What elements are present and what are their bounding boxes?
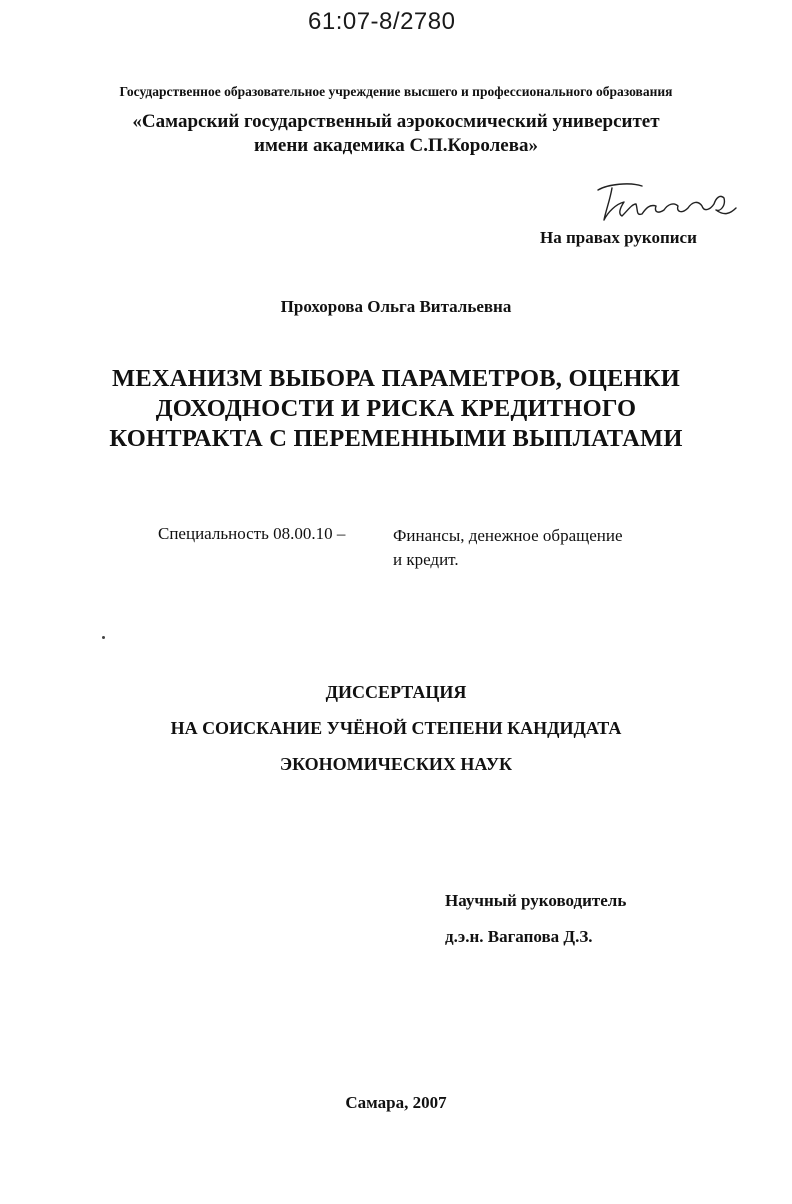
university-name [0,110,792,158]
dissertation-heading [0,674,792,782]
dissertation-line-1: ДИССЕРТАЦИЯ [325,682,467,702]
dissertation-line-3: ЭКОНОМИЧЕСКИХ НАУК [279,754,513,774]
dissertation-line-2: НА СОИСКАНИЕ УЧЁНОЙ СТЕПЕНИ КАНДИДАТА [170,718,622,738]
dissertation-title [0,364,792,454]
specialty-description [393,524,623,572]
supervisor-label: Научный руководитель [445,891,627,910]
university-line-2: имени академика С.П.Королева» [254,135,538,156]
title-line-1: МЕХАНИЗМ ВЫБОРА ПАРАМЕТРОВ, ОЦЕНКИ [112,365,680,392]
university-line-1: «Самарский государственный аэрокосмический университет [132,111,660,132]
specialty-label: Специальность 08.00.10 – [158,524,346,543]
title-line-3: КОНТРАКТА С ПЕРЕМЕННЫМИ ВЫПЛАТАМИ [109,425,683,452]
city-year: Самара, 2007 [345,1093,447,1112]
supervisor-block [445,883,626,955]
scan-speck [102,636,105,639]
handwritten-signature [590,180,740,228]
manuscript-note: На правах рукописи [540,228,697,247]
archive-stamp: 61:07-8/2780 [308,8,456,35]
title-line-2: ДОХОДНОСТИ И РИСКА КРЕДИТНОГО [155,395,637,422]
institution-name: Государственное образовательное учреждение высшего и профессионального образования [119,84,673,99]
specialty-line-2: и кредит. [393,550,459,569]
author-name: Прохорова Ольга Витальевна [280,297,512,316]
specialty-line-1: Финансы, денежное обращение [393,526,623,545]
supervisor-name: д.э.н. Вагапова Д.З. [445,927,593,946]
